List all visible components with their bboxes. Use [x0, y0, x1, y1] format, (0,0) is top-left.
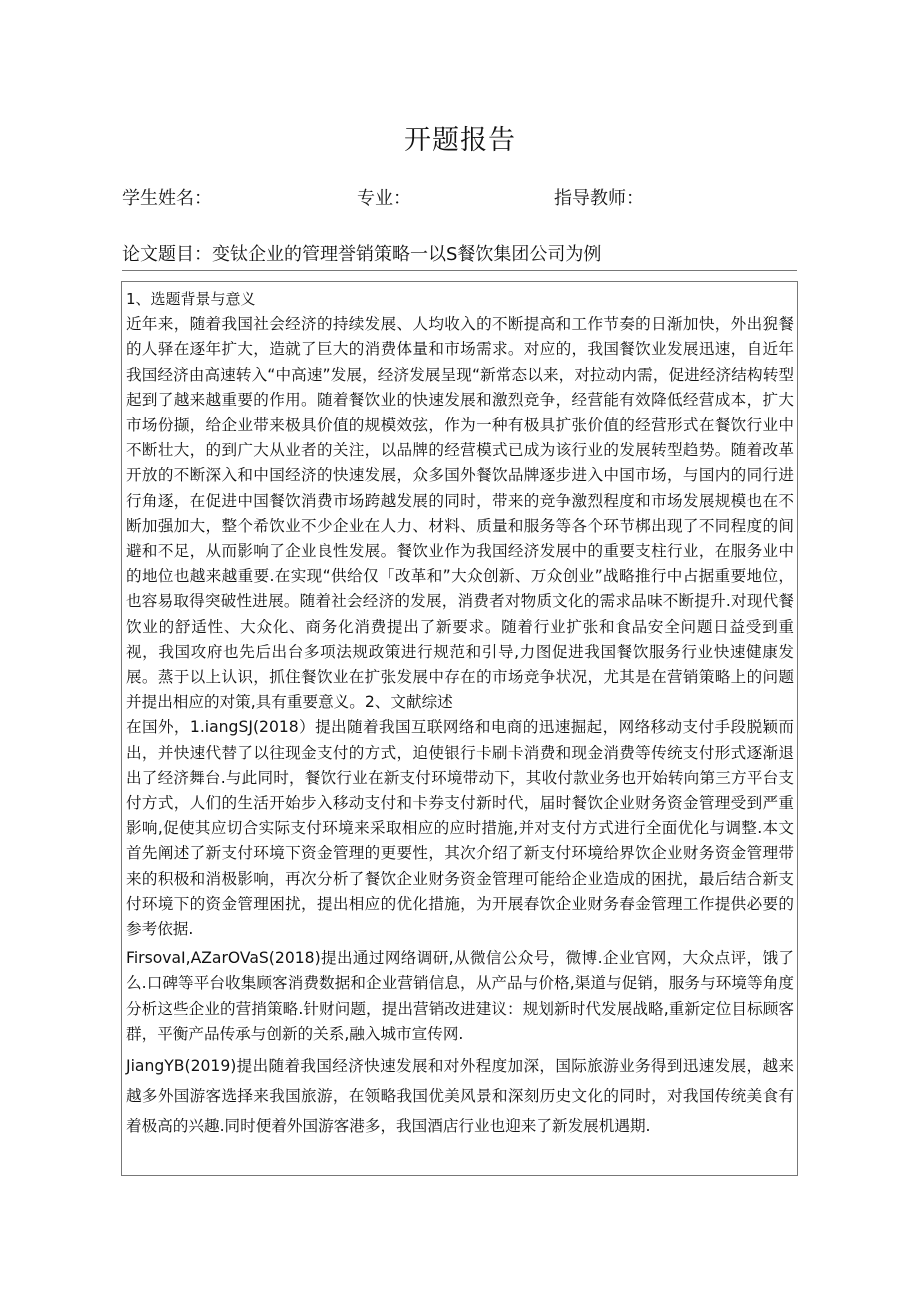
advisor-label: 指导教师：: [554, 188, 644, 209]
report-title: 开题报告: [404, 125, 516, 156]
paragraph-literature-3: JiangYB(2019)提出随着我国经济快速发展和对外程度加深，国际旅游业务得到迅速发展，越来越多外国游客选择来我国旅游，在领略我国优美风景和深刻历史文化的同时，对我国传统美食有着极高的兴趣.同时便着外国游客港多，我国酒店行业也迎来了新发展机遇期.: [126, 1057, 794, 1136]
report-body-box: [121, 281, 798, 1176]
student-name-label: 学生姓名：: [122, 188, 212, 209]
paragraph-literature-2: FirsovaI,AZarOVaS(2018)提出通过网络调研,从微信公众号，微博.企业官网，大众点评，饿了么.口碑等平台收集顾客消费数据和企业营销信息，从产品与价格,渠道与促销，服务与环境等角度分析这些企业的营捎策略.针财问题，提出营销改进建议：规划新时代发展战略,重新定位目标顾客群，平衡产品传承与创新的关系,融入城市宣传网.: [126, 949, 794, 1043]
paragraph-literature-1: 在国外，1.iangSJ(2018）提出随着我国互联网络和电商的迅速掘起，网络移动支付手段脱颖而出，并快速代替了以往现金支付的方式，迫使银行卡刷卡消费和现金消费等传统支付形式逐渐退出了经济舞台.与此同时，餐饮行业在新支付环境带动下，其收付款业务也开始转向第三方平台支付方式，人们的生活开始步入移动支付和卡券支付新时代，届时餐饮企业财务资金管理受到严重影响,促使其应切合实际支付环境来采取相应的应时措施,并对支付方式进行全面优化与调整.本文首先阐述了新支付环境下资金管理的更要性，其次介绍了新支付环境给界饮企业财务资金管理带来的积极和消极影响，再次分析了餐饮企业财务资金管理可能给企业造成的困扰，最后结合新支付环境下的资金管理困扰，提出相应的优化措施，为开展春饮企业财务春金管理工作提供必要的参考依据.: [126, 718, 794, 939]
paragraph-background: 近年来，随着我国社会经济的持续发展、人均收入的不断提高和工作节奏的日渐加快，外出猊餐的人驿在逐年扩大，造就了巨大的消费体量和市场需求。对应的，我国餐饮业发展迅速，自近年我国经济由高速转入“中高速”发展，经济发展呈现“新常态以来，对拉动内需，促进经济结构转型起到了越来越重要的作用。随着餐饮业的快速发展和激烈竞争，经营能有效降低经营成本，扩大市场份撷，给企业带来极具价值的规模效弦，作为一种有极具扩张价值的经营形式在餐饮行业中不断壮大，的到广大从业者的关注，以品牌的经营模式已成为该行业的发展转型趋势。随着改革开放的不断深入和中国经济的快速发展，众多国外餐饮品牌逐步进入中国市场，与国内的同行进行角逐，在促进中国餐饮消费市场跨越发展的同时，带来的竞争激烈程度和市场发展规模也在不断加强加大，整个希饮业不少企业在人力、材料、质量和服务等各个环节梆出现了不同程度的间避和不足，从而影响了企业良性发展。餐饮业作为我国经济发展中的重要支柱行业，在服务业中的地位也越来越重要.在实现“供给仅「改革和”大众创新、万众创业”战略推行中占据重要地位，也容易取得突破性进展。随着社会经济的发展，消费者对物质文化的需求品味不断提升.对现代餐饮业的舒适性、大众化、商务化消费提出了新要求。随着行业扩张和食品安全问题日益受到重视，我国攻府也先后出台多项法规政策进行规范和引导,力图促进我国餐饮服务行业快速健康发展。蒸于以上认识，抓住餐饮业在扩张发展中存在的市场竞争状况，尤其是在营销策略上的问题并提出相应的对策,具有重要意义。2、文献综述: [126, 315, 794, 712]
meta-row: [122, 184, 802, 210]
major-label: 专业：: [357, 188, 411, 209]
thesis-title-line: 论文题目：变钛企业的管理誉销策略一以S餐饮集团公司为例: [122, 240, 797, 271]
section-heading: 1、选题背景与意义: [126, 290, 256, 308]
